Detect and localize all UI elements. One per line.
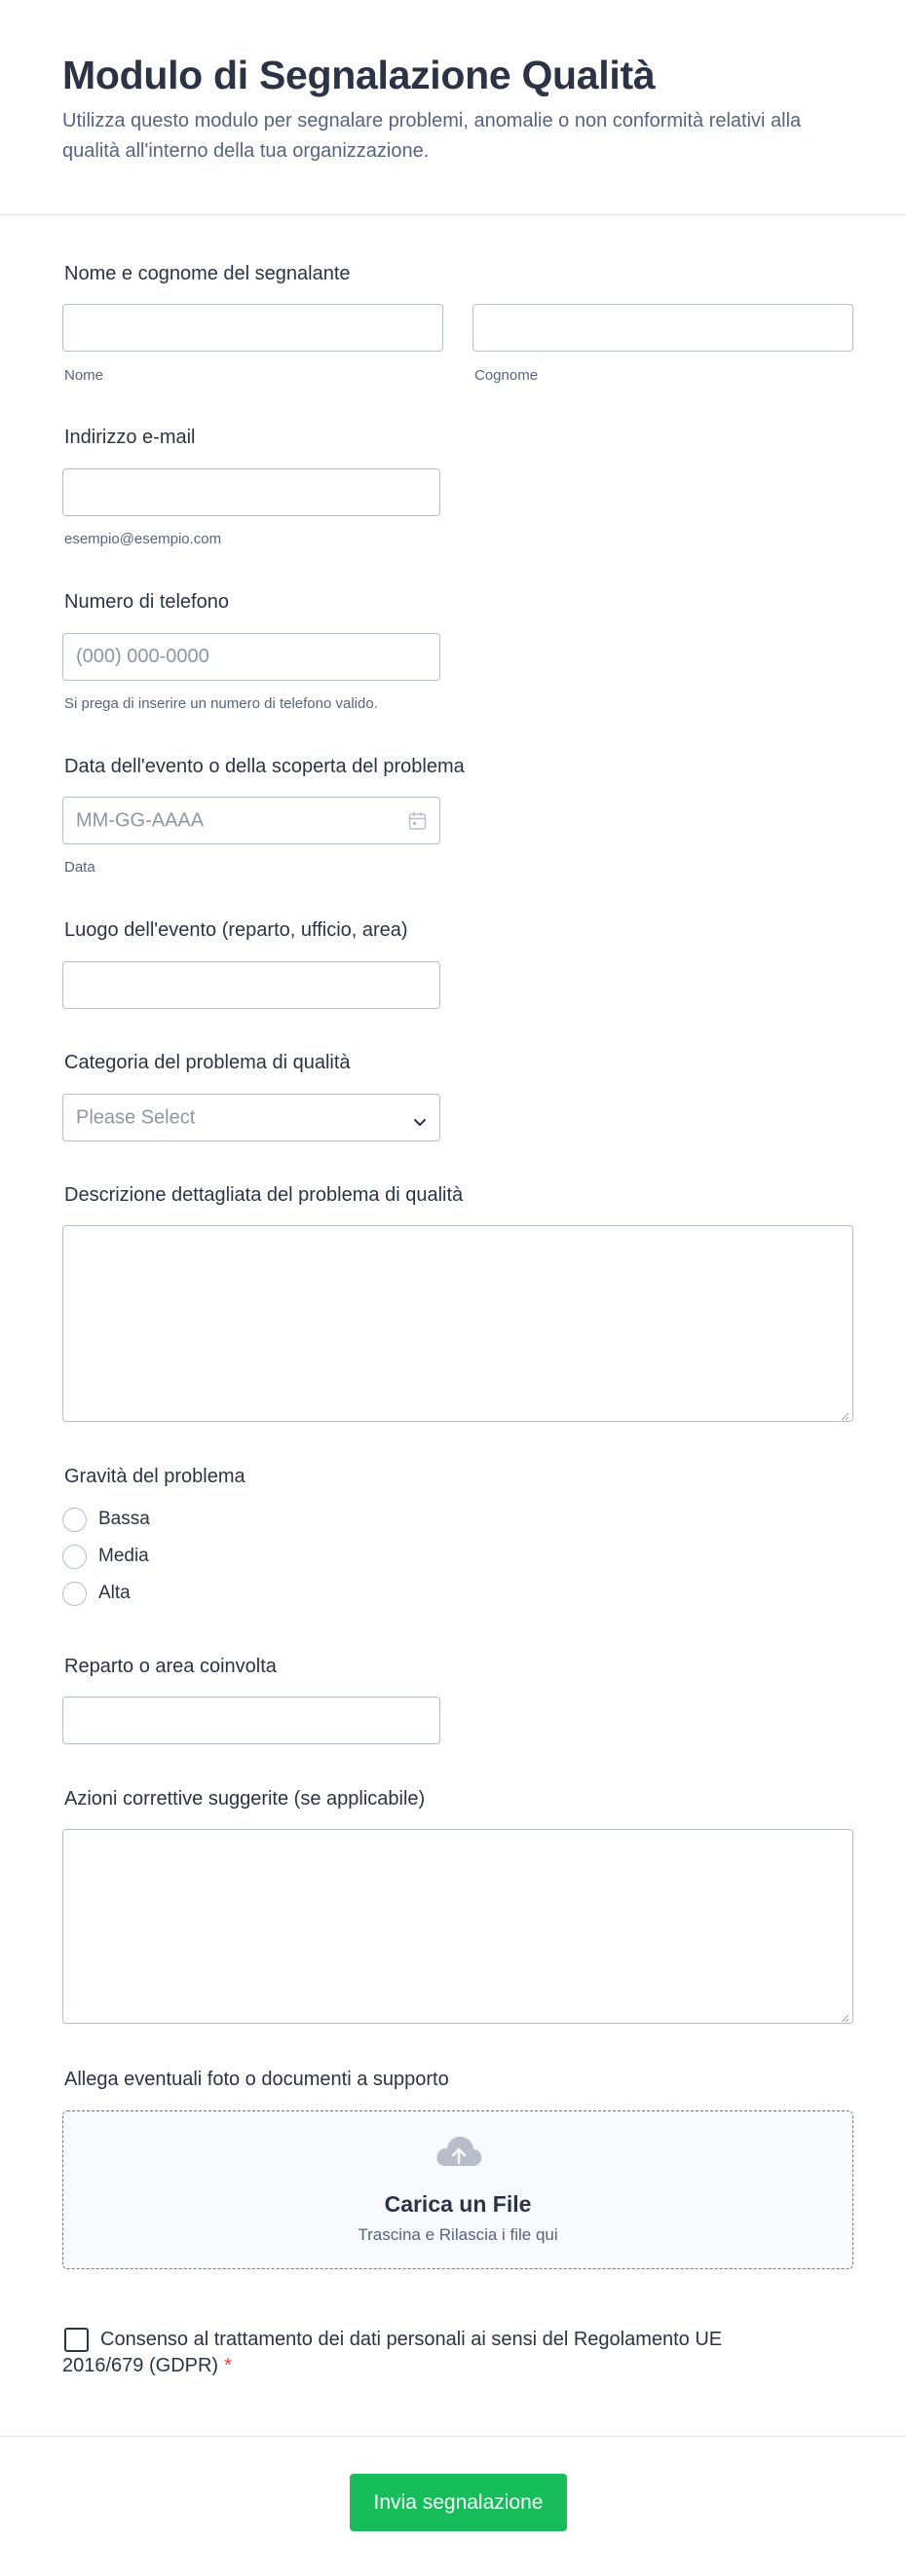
phone-label: Numero di telefono: [64, 591, 229, 613]
radio-label: Media: [98, 1546, 149, 1566]
chevron-down-icon: [413, 1112, 427, 1124]
description-textarea[interactable]: [62, 1225, 853, 1422]
page-subtitle: Utilizza questo modulo per segnalare problemi, anomalie o non conformità relativi alla qualità all'interno della tua organizzazione.: [62, 110, 802, 162]
actions-label: Azioni correttive suggerite (se applicabile): [64, 1788, 426, 1810]
resize-grip-icon[interactable]: [840, 1408, 849, 1418]
last-name-sublabel: Cognome: [474, 367, 539, 384]
category-selected-value: Please Select: [76, 1106, 196, 1128]
severity-option-bassa[interactable]: [62, 1507, 150, 1532]
date-label: Data dell'evento o della scoperta del problema: [64, 756, 465, 777]
radio-button[interactable]: [62, 1508, 87, 1532]
date-placeholder: MM-GG-AAAA: [76, 809, 205, 831]
page-title: Modulo di Segnalazione Qualità: [62, 53, 656, 97]
name-label: Nome e cognome del segnalante: [64, 263, 351, 284]
file-upload-dropzone[interactable]: [62, 2110, 853, 2269]
consent-text: Consenso al trattamento dei dati personali ai sensi del Regolamento UE 2016/679 (GDPR): [62, 2329, 723, 2376]
category-label: Categoria del problema di qualità: [64, 1052, 351, 1073]
phone-input[interactable]: [62, 633, 440, 681]
footer-divider: [0, 2436, 906, 2437]
calendar-icon[interactable]: [408, 811, 427, 831]
resize-grip-icon[interactable]: [840, 2010, 849, 2020]
radio-label: Alta: [98, 1583, 131, 1603]
consent-label: [62, 2327, 803, 2379]
submit-button[interactable]: Invia segnalazione: [350, 2474, 567, 2531]
severity-label: Gravità del problema: [64, 1466, 245, 1487]
required-asterisk: *: [224, 2355, 232, 2376]
severity-option-media[interactable]: [62, 1544, 149, 1569]
form-header: [0, 0, 906, 215]
actions-textarea[interactable]: [62, 1829, 853, 2024]
radio-button[interactable]: [62, 1545, 87, 1569]
description-label: Descrizione dettagliata del problema di qualità: [64, 1184, 464, 1206]
upload-title: Carica un File: [384, 2191, 532, 2217]
category-select[interactable]: [62, 1094, 440, 1141]
radio-button[interactable]: [62, 1582, 87, 1606]
last-name-input[interactable]: [472, 304, 853, 352]
department-label: Reparto o area coinvolta: [64, 1656, 277, 1677]
date-input[interactable]: [62, 797, 440, 844]
severity-option-alta[interactable]: [62, 1581, 131, 1606]
email-label: Indirizzo e-mail: [64, 427, 196, 448]
location-input[interactable]: [62, 961, 440, 1009]
location-label: Luogo dell'evento (reparto, ufficio, area): [64, 919, 408, 941]
cloud-upload-icon: [434, 2134, 483, 2169]
department-input[interactable]: [62, 1697, 440, 1744]
phone-sublabel: Si prega di inserire un numero di telefono valido.: [64, 695, 378, 712]
email-sublabel: esempio@esempio.com: [64, 531, 222, 547]
date-sublabel: Data: [64, 859, 95, 876]
upload-subtitle: Trascina e Rilascia i file qui: [358, 2225, 558, 2244]
first-name-input[interactable]: [62, 304, 443, 352]
radio-label: Bassa: [98, 1509, 150, 1529]
upload-label: Allega eventuali foto o documenti a supporto: [64, 2069, 449, 2090]
email-field[interactable]: [62, 468, 440, 516]
first-name-sublabel: Nome: [64, 367, 104, 384]
